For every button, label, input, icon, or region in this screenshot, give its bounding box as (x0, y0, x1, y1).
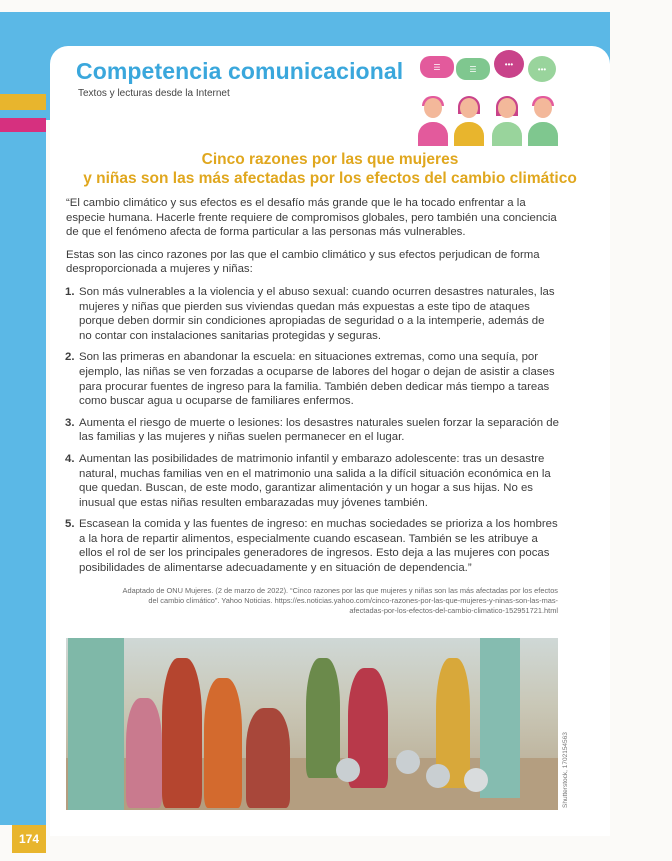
article-lead: Estas son las cinco razones por las que el cambio climático y sus efectos perjudican de forma desproporcionada a mujeres y niñas: (66, 248, 540, 276)
photo-figure (126, 698, 162, 808)
list-number: 1. (65, 285, 75, 298)
photo-credit: Shutterstock, 1702154563 (562, 732, 569, 808)
list-item (66, 452, 560, 510)
article-title (70, 150, 590, 188)
photo-figure (306, 658, 340, 778)
list-number: 3. (65, 416, 75, 429)
communication-illustration (414, 48, 564, 146)
person-icon (454, 96, 484, 146)
list-text: Son las primeras en abandonar la escuela: en situaciones extremas, como una sequía, por ejemplo, las niñas se ven forzadas a ocuparse de labores del hogar o dejan de asistir a clases para procurar fuentes de ingreso para la familia. También deben dedicar más tiempo a tareas como buscar agua u ocuparse de familiares enfermos. (79, 351, 555, 408)
section-subtitle: Textos y lecturas desde la Internet (78, 88, 230, 99)
article-title-line-2: y niñas son las más afectadas por los efectos del cambio climático (83, 170, 577, 187)
article-title-line-1: Cinco razones por las que mujeres (201, 151, 459, 168)
list-item (66, 285, 560, 343)
photo-pot (426, 764, 450, 788)
photo-pot (464, 768, 488, 792)
list-text: Escasean la comida y las fuentes de ingreso: en muchas sociedades se prioriza a los hombres a la hora de repartir alimentos, especialmente cuando escasean. También se les atribuye a ellos el rol de ser los principales generadores de ingresos. Esto deja a las mujeres con pocas posibilidades de alimentarse adecuadamente y en situación de dependencia.” (79, 518, 558, 575)
photo-pillar (68, 638, 124, 810)
list-number: 2. (65, 351, 75, 364)
photo-figure (246, 708, 290, 808)
message-bubble-icon: ☰ (456, 58, 490, 80)
photo-pot (396, 750, 420, 774)
list-text: Son más vulnerables a la violencia y el abuso sexual: cuando ocurren desastres naturales, las mujeres y niñas que pierden sus viviendas quedan más expuestas a este tipo de ataques porque deben dormir sin condiciones apropiadas de seguridad o a la intemperie, además de no contar con instalaciones sanitarias protegidas y seguras. (79, 285, 555, 342)
person-icon (418, 96, 448, 146)
article-intro: “El cambio climático y sus efectos es el desafío más grande que le ha tocado enfrentar a la especie humana. Hacerle frente requiere de compromisos globales, pero también una conciencia de que el fenómeno afecta de forma particular a las personas más vulnerables. (66, 197, 557, 239)
photo-figure (162, 658, 202, 808)
photo-pot (336, 758, 360, 782)
dots-bubble-icon: ••• (528, 56, 556, 82)
list-item (66, 416, 560, 445)
photo-women-water (66, 638, 558, 810)
page-number: 174 (12, 825, 46, 853)
section-title: Competencia comunicacional (76, 58, 404, 84)
list-text: Aumenta el riesgo de muerte o lesiones: los desastres naturales suelen forzar la separación de las familias y las mujeres y niñas suelen permanecer en el lugar. (79, 416, 559, 444)
person-icon (492, 96, 522, 146)
list-number: 5. (65, 518, 75, 531)
side-tab-yellow (0, 94, 46, 110)
side-tab-magenta (0, 118, 46, 132)
reasons-list (66, 285, 560, 576)
list-item (66, 350, 560, 408)
list-text: Aumentan las posibilidades de matrimonio infantil y embarazo adolescente: tras un desastre natural, muchas familias ven en el matrimonio una salida a la difícil situación económica en la que quedan. Buscan, de este modo, garantizar alimentación y un hogar a sus hijas. No es inusual que estas niñas resulten embarazadas muy jóvenes también. (79, 452, 551, 509)
speech-bubble-icon: ••• (494, 50, 524, 78)
photo-figure (204, 678, 242, 808)
source-citation: Adaptado de ONU Mujeres. (2 de marzo de 2022). “Cinco razones por las que mujeres y niñas son las más afectadas por los efectos del cambio climático”. Yahoo Noticias. https://es.noticias.yahoo.com/cinco-razones-por-las-que-mujeres-y-ninas-son-las-mas-afectadas-por-los-efectos-del-cambio-climatico-152951721.html (122, 586, 558, 615)
side-strip (0, 120, 46, 825)
person-icon (528, 96, 558, 146)
article-body (66, 196, 560, 583)
chat-bubble-icon: ☰ (420, 56, 454, 78)
list-number: 4. (65, 452, 75, 465)
list-item (66, 517, 560, 575)
